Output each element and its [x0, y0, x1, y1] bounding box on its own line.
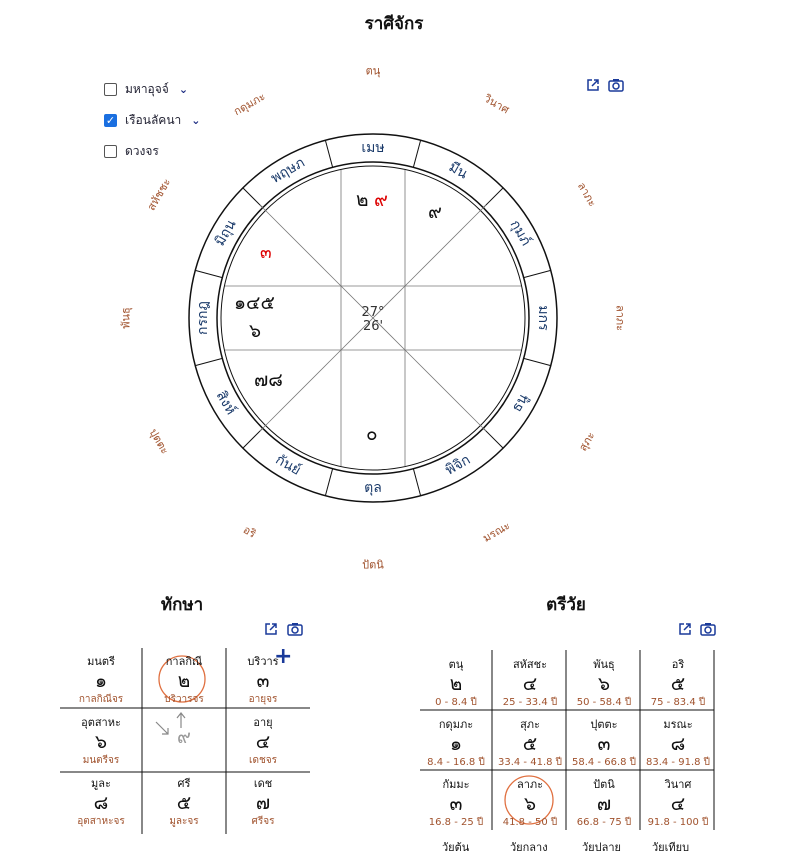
- triwai-cell-11: ปัตนิ ๗ 66.8 - 75 ปี: [576, 778, 632, 828]
- ring-divider: [524, 358, 551, 365]
- house-label: พันธุ: [119, 307, 133, 329]
- house-label: กดุมภะ: [231, 89, 268, 119]
- center-minute: 26': [362, 319, 384, 334]
- house-label: ตนุ: [365, 64, 381, 78]
- taksa-cell-1: มนตรี ๑ กาลกิณีจร: [78, 655, 124, 705]
- age-label-late: วัยปลาย: [582, 841, 621, 854]
- house-label: มรณะ: [480, 518, 513, 545]
- planet-mesha-a: ๒: [356, 189, 369, 211]
- checkbox-checked[interactable]: ✓: [105, 114, 116, 127]
- triwai-cell-1: ตนุ ๒ 0 - 8.4 ปี: [435, 658, 477, 708]
- triwai-cell-10: ลาภะ ๖ 41.8 - 50 ปี: [502, 778, 558, 828]
- age-label-early: วัยต้น: [442, 841, 470, 854]
- planet-mithuna: ๓: [260, 243, 272, 263]
- ring-divider: [243, 428, 263, 448]
- ring-divider: [483, 428, 503, 448]
- triwai-cell-2: สหัสชะ ๔ 25 - 33.4 ปี: [502, 658, 558, 708]
- taksa-cell-3: บริวาร ๓ อายุจร: [247, 655, 279, 705]
- ring-divider: [195, 270, 222, 277]
- chevron-down-icon[interactable]: ⌄: [191, 114, 201, 127]
- taksa-cell-4: อุตสาหะ ๖ มนตรีจร: [81, 716, 121, 766]
- house-label: ลาภะ: [574, 179, 600, 210]
- planet-singha: ๗๘: [254, 369, 283, 391]
- sign-label: กุมภ์: [506, 217, 534, 249]
- camera-icon[interactable]: [700, 622, 716, 636]
- taksa-cell-6: อายุ ๔ เดชจร: [249, 716, 277, 766]
- ring-divider: [483, 188, 503, 208]
- rasi-title: ราศีจักร: [364, 14, 424, 34]
- taksa-title: ทักษา: [160, 595, 204, 615]
- sign-label: มกร: [535, 305, 551, 331]
- house-label: สุภะ: [576, 429, 598, 454]
- planet-mesha-b: ๙: [374, 189, 388, 211]
- sign-label: สิงห์: [212, 388, 239, 418]
- chevron-down-icon[interactable]: ⌄: [178, 83, 189, 96]
- house-label: อริ: [240, 523, 259, 541]
- taksa-cell-5: ๙: [177, 726, 191, 748]
- planet-tula: ๐: [366, 423, 378, 445]
- planet-kataka-2: ๖: [249, 320, 262, 342]
- ring-divider: [195, 358, 222, 365]
- house-label: สหัชชะ: [144, 176, 174, 213]
- triwai-cell-3: พันธุ ๖ 50 - 58.4 ปี: [576, 658, 632, 708]
- ring-divider: [325, 140, 332, 167]
- triwai-cell-6: สุภะ ๕ 33.4 - 41.8 ปี: [497, 718, 563, 768]
- triwai-cell-8: มรณะ ๘ 83.4 - 91.8 ปี: [645, 718, 711, 768]
- taksa-cell-7: มูละ ๘ อุตสาหะจร: [77, 777, 125, 827]
- house-label: ลาภะ: [613, 304, 627, 332]
- house-label: ปุตตะ: [146, 426, 172, 457]
- plus-icon[interactable]: +: [274, 644, 293, 669]
- sign-label: กรกฎ: [195, 301, 211, 335]
- sign-label: มีน: [445, 159, 471, 183]
- center-degree: 27°: [361, 305, 385, 320]
- house-label: ปัตนิ: [362, 558, 384, 572]
- house-label: วินาศ: [481, 91, 512, 117]
- taksa-cell-9: เดช ๗ ศรีจร: [251, 777, 275, 827]
- sign-label: ธนู: [508, 391, 532, 415]
- option-label: ดวงจร: [125, 144, 159, 158]
- triwai-cell-7: ปุตตะ ๓ 58.4 - 66.8 ปี: [571, 718, 637, 768]
- ring-divider: [243, 188, 263, 208]
- triwai-cell-12: วินาศ ๔ 91.8 - 100 ปี: [647, 778, 709, 828]
- planet-kataka: ๑๔๕: [234, 292, 275, 314]
- age-label-middle: วัยกลาง: [510, 841, 548, 854]
- external-link-icon[interactable]: [264, 622, 278, 636]
- triwai-title: ตรีวัย: [546, 595, 586, 615]
- option-label: มหาอุจจ์: [125, 82, 169, 96]
- sign-label: มิถุน: [212, 217, 240, 249]
- sign-label: กันย์: [272, 451, 304, 479]
- sign-label: ตุล: [364, 480, 382, 496]
- triwai-cell-4: อริ ๕ 75 - 83.4 ปี: [650, 658, 706, 708]
- sign-label: เมษ: [361, 140, 385, 156]
- age-label-compare: วัยเทียบ: [652, 841, 690, 854]
- ring-divider: [413, 140, 420, 167]
- triwai-cell-9: กัมมะ ๓ 16.8 - 25 ปี: [428, 778, 484, 828]
- planet-meena: ๙: [428, 201, 442, 223]
- ring-divider: [524, 270, 551, 277]
- triwai-cell-5: กดุมภะ ๑ 8.4 - 16.8 ปี: [427, 718, 485, 768]
- option-label: เรือนลัคนา: [125, 113, 182, 127]
- taksa-cell-2: กาลกิณี ๒ บริวารจร: [164, 655, 204, 705]
- ring-divider: [413, 469, 420, 496]
- taksa-cell-8: ศรี ๕ มูละจร: [169, 777, 199, 827]
- camera-icon[interactable]: [287, 622, 303, 636]
- sign-label: พฤษภ: [268, 154, 308, 187]
- external-link-icon[interactable]: [678, 622, 692, 636]
- ring-divider: [325, 469, 332, 496]
- sign-label: พิจิก: [442, 451, 474, 479]
